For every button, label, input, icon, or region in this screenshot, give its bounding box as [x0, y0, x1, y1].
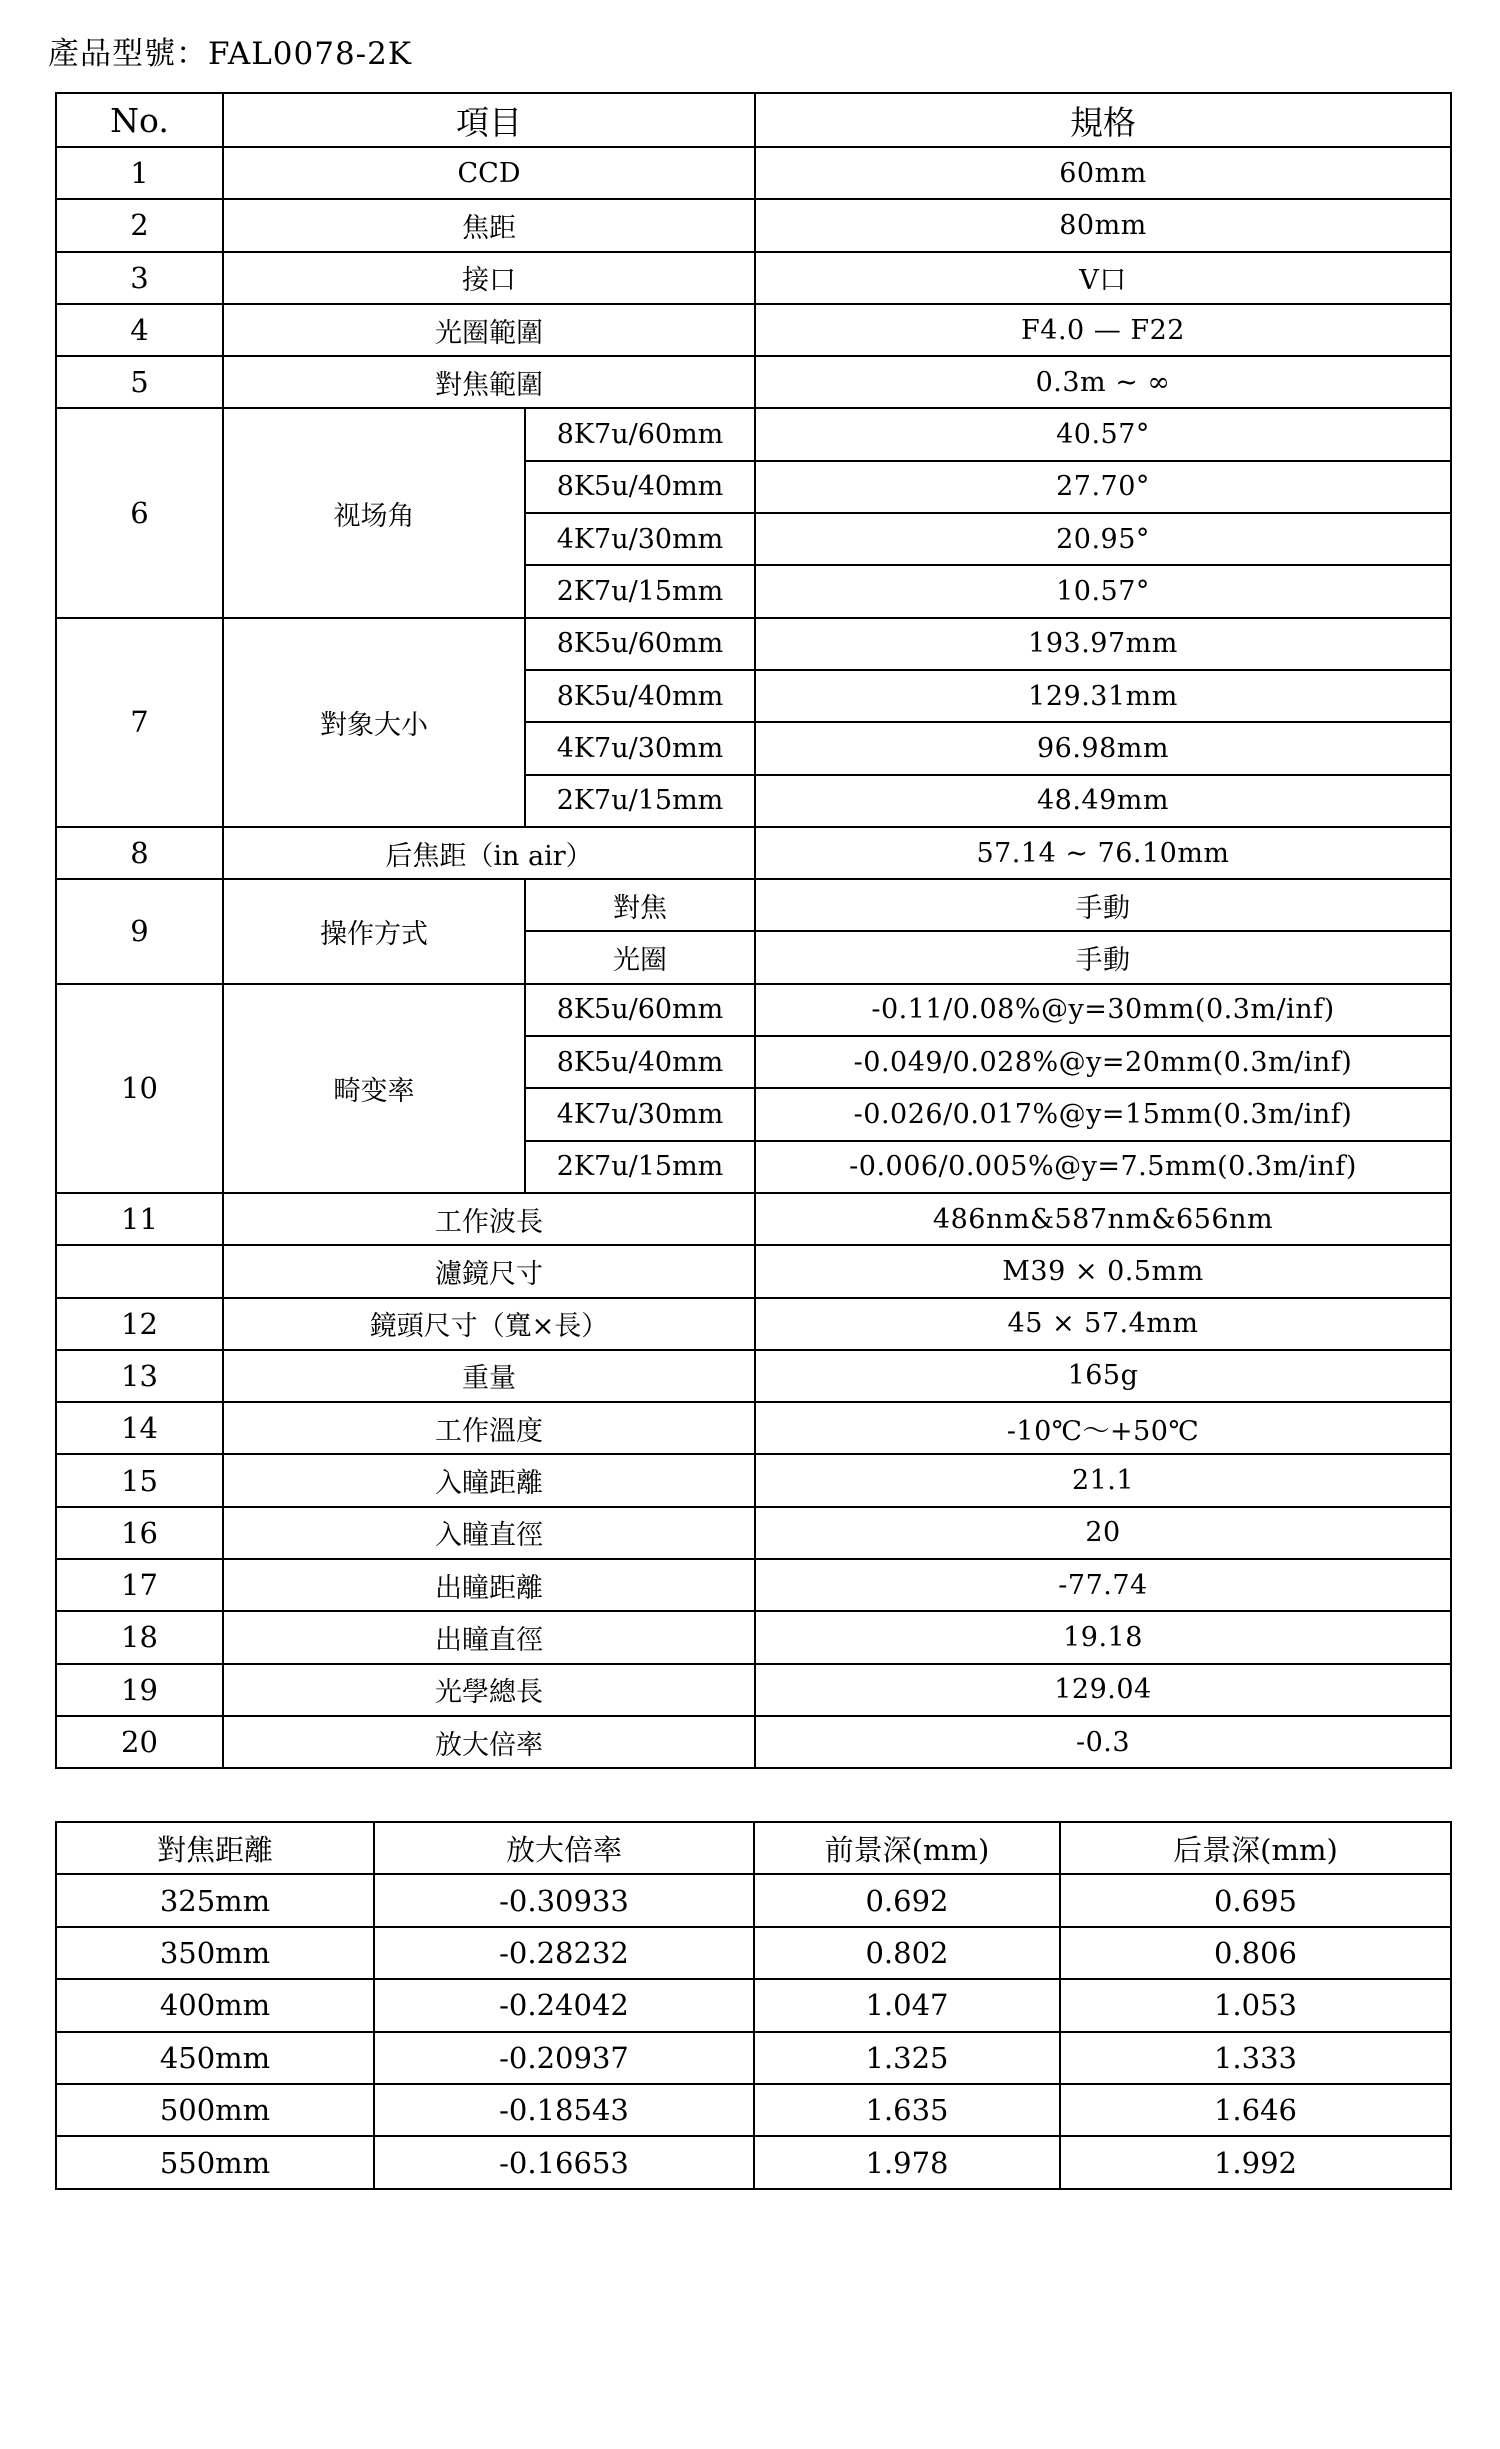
- row-value: 10.57°: [755, 565, 1451, 617]
- row-no: 13: [56, 1350, 223, 1402]
- cell-magnification: -0.24042: [374, 1979, 754, 2031]
- table-row: [56, 199, 1451, 251]
- table-row: [56, 2084, 1451, 2136]
- table-row: [56, 1559, 1451, 1611]
- table-row: [56, 147, 1451, 199]
- row-sub-item: 2K7u/15mm: [525, 565, 755, 617]
- table-row: [56, 1507, 1451, 1559]
- row-value: 手動: [755, 879, 1451, 931]
- row-item: 视场角: [223, 408, 525, 617]
- row-no: 19: [56, 1664, 223, 1716]
- row-item: 畸变率: [223, 984, 525, 1193]
- table-row: [56, 1927, 1451, 1979]
- row-item: 入瞳直徑: [223, 1507, 755, 1559]
- table-row: [56, 984, 1451, 1036]
- cell-focus-distance: 400mm: [56, 1979, 374, 2031]
- cell-front-dof: 1.978: [754, 2136, 1060, 2188]
- row-sub-item: 光圈: [525, 931, 755, 983]
- row-no: 5: [56, 356, 223, 408]
- table-row: [56, 304, 1451, 356]
- table-row: [56, 408, 1451, 460]
- row-value: 45 × 57.4mm: [755, 1298, 1451, 1350]
- table-row: [56, 1664, 1451, 1716]
- row-sub-item: 4K7u/30mm: [525, 722, 755, 774]
- row-value: 0.3m ~ ∞: [755, 356, 1451, 408]
- table-row: [56, 1454, 1451, 1506]
- row-value: 20: [755, 1507, 1451, 1559]
- row-value: -10℃～+50℃: [755, 1402, 1451, 1454]
- row-no: 18: [56, 1611, 223, 1663]
- row-no: 8: [56, 827, 223, 879]
- table-row: [56, 1874, 1451, 1926]
- row-no: 4: [56, 304, 223, 356]
- cell-back-dof: 1.053: [1060, 1979, 1451, 2031]
- row-no: 3: [56, 252, 223, 304]
- row-sub-item: 8K7u/60mm: [525, 408, 755, 460]
- row-sub-item: 對焦: [525, 879, 755, 931]
- cell-magnification: -0.18543: [374, 2084, 754, 2136]
- row-sub-item: 8K5u/60mm: [525, 984, 755, 1036]
- cell-back-dof: 0.806: [1060, 1927, 1451, 1979]
- row-sub-item: 8K5u/40mm: [525, 670, 755, 722]
- row-item: 出瞳距離: [223, 1559, 755, 1611]
- table-row: [56, 2032, 1451, 2084]
- cell-front-dof: 0.802: [754, 1927, 1060, 1979]
- row-no: 6: [56, 408, 223, 617]
- spec-table: [55, 92, 1452, 1769]
- row-sub-item: 2K7u/15mm: [525, 1141, 755, 1193]
- row-value: 129.04: [755, 1664, 1451, 1716]
- row-item: 光圈範圍: [223, 304, 755, 356]
- row-item: CCD: [223, 147, 755, 199]
- row-sub-item: 8K5u/40mm: [525, 1036, 755, 1088]
- row-value: 21.1: [755, 1454, 1451, 1506]
- cell-focus-distance: 550mm: [56, 2136, 374, 2188]
- row-item: 入瞳距離: [223, 1454, 755, 1506]
- row-item: 濾鏡尺寸: [223, 1245, 755, 1297]
- row-no: [56, 1245, 223, 1297]
- table-row: [56, 1716, 1451, 1768]
- row-value: 20.95°: [755, 513, 1451, 565]
- table-row: [56, 252, 1451, 304]
- row-no: 10: [56, 984, 223, 1193]
- row-value: -0.006/0.005%@y=7.5mm(0.3m/inf): [755, 1141, 1451, 1193]
- row-item: 接口: [223, 252, 755, 304]
- table-row: [56, 879, 1451, 931]
- row-value: 48.49mm: [755, 775, 1451, 827]
- row-value: -0.3: [755, 1716, 1451, 1768]
- row-no: 2: [56, 199, 223, 251]
- depth-of-field-table: [55, 1821, 1452, 2190]
- row-value: M39 × 0.5mm: [755, 1245, 1451, 1297]
- row-item: 對象大小: [223, 618, 525, 827]
- table-row: [56, 1193, 1451, 1245]
- row-value: 193.97mm: [755, 618, 1451, 670]
- cell-magnification: -0.20937: [374, 2032, 754, 2084]
- row-item: 對焦範圍: [223, 356, 755, 408]
- row-item: 放大倍率: [223, 1716, 755, 1768]
- table-row: [56, 1298, 1451, 1350]
- row-value: F4.0 — F22: [755, 304, 1451, 356]
- row-value: -0.11/0.08%@y=30mm(0.3m/inf): [755, 984, 1451, 1036]
- row-value: 129.31mm: [755, 670, 1451, 722]
- row-item: 操作方式: [223, 879, 525, 984]
- row-no: 1: [56, 147, 223, 199]
- row-value: V口: [755, 252, 1451, 304]
- row-no: 14: [56, 1402, 223, 1454]
- row-value: 40.57°: [755, 408, 1451, 460]
- row-sub-item: 8K5u/60mm: [525, 618, 755, 670]
- row-sub-item: 8K5u/40mm: [525, 461, 755, 513]
- cell-front-dof: 1.325: [754, 2032, 1060, 2084]
- header-no: No.: [56, 93, 223, 147]
- page-title: 產品型號：FAL0078-2K: [48, 36, 413, 72]
- table-row: [56, 1350, 1451, 1402]
- row-item: 光學總長: [223, 1664, 755, 1716]
- row-item: 鏡頭尺寸（寬×長）: [223, 1298, 755, 1350]
- row-item: 后焦距（in air）: [223, 827, 755, 879]
- row-value: 486nm&587nm&656nm: [755, 1193, 1451, 1245]
- cell-back-dof: 0.695: [1060, 1874, 1451, 1926]
- row-value: 19.18: [755, 1611, 1451, 1663]
- row-sub-item: 4K7u/30mm: [525, 1088, 755, 1140]
- row-value: -0.049/0.028%@y=20mm(0.3m/inf): [755, 1036, 1451, 1088]
- table-row: [56, 1979, 1451, 2031]
- table-row: [56, 356, 1451, 408]
- header-focus-distance: 對焦距離: [56, 1822, 374, 1874]
- row-value: -0.026/0.017%@y=15mm(0.3m/inf): [755, 1088, 1451, 1140]
- row-no: 9: [56, 879, 223, 984]
- cell-magnification: -0.28232: [374, 1927, 754, 1979]
- table-row: [56, 1611, 1451, 1663]
- cell-focus-distance: 500mm: [56, 2084, 374, 2136]
- row-item: 工作波長: [223, 1193, 755, 1245]
- row-value: -77.74: [755, 1559, 1451, 1611]
- cell-magnification: -0.30933: [374, 1874, 754, 1926]
- row-no: 11: [56, 1193, 223, 1245]
- header-front-dof: 前景深(mm): [754, 1822, 1060, 1874]
- row-no: 17: [56, 1559, 223, 1611]
- table-row: [56, 1402, 1451, 1454]
- table-row: [56, 618, 1451, 670]
- row-sub-item: 2K7u/15mm: [525, 775, 755, 827]
- row-sub-item: 4K7u/30mm: [525, 513, 755, 565]
- cell-back-dof: 1.646: [1060, 2084, 1451, 2136]
- row-item: 工作溫度: [223, 1402, 755, 1454]
- row-item: 出瞳直徑: [223, 1611, 755, 1663]
- dof-header-row: [56, 1822, 1451, 1874]
- header-spec: 規格: [755, 93, 1451, 147]
- cell-focus-distance: 450mm: [56, 2032, 374, 2084]
- row-value: 80mm: [755, 199, 1451, 251]
- row-value: 27.70°: [755, 461, 1451, 513]
- row-no: 20: [56, 1716, 223, 1768]
- header-back-dof: 后景深(mm): [1060, 1822, 1451, 1874]
- cell-front-dof: 1.635: [754, 2084, 1060, 2136]
- row-item: 重量: [223, 1350, 755, 1402]
- header-item: 項目: [223, 93, 755, 147]
- cell-front-dof: 1.047: [754, 1979, 1060, 2031]
- table-row: [56, 827, 1451, 879]
- row-value: 165g: [755, 1350, 1451, 1402]
- row-no: 16: [56, 1507, 223, 1559]
- table-row: [56, 2136, 1451, 2188]
- header-magnification: 放大倍率: [374, 1822, 754, 1874]
- cell-magnification: -0.16653: [374, 2136, 754, 2188]
- cell-focus-distance: 350mm: [56, 1927, 374, 1979]
- cell-focus-distance: 325mm: [56, 1874, 374, 1926]
- row-value: 57.14 ~ 76.10mm: [755, 827, 1451, 879]
- row-item: 焦距: [223, 199, 755, 251]
- row-value: 96.98mm: [755, 722, 1451, 774]
- row-no: 7: [56, 618, 223, 827]
- row-value: 60mm: [755, 147, 1451, 199]
- cell-back-dof: 1.333: [1060, 2032, 1451, 2084]
- cell-front-dof: 0.692: [754, 1874, 1060, 1926]
- table-row: [56, 1245, 1451, 1297]
- row-no: 15: [56, 1454, 223, 1506]
- spec-header-row: [56, 93, 1451, 147]
- cell-back-dof: 1.992: [1060, 2136, 1451, 2188]
- row-no: 12: [56, 1298, 223, 1350]
- row-value: 手動: [755, 931, 1451, 983]
